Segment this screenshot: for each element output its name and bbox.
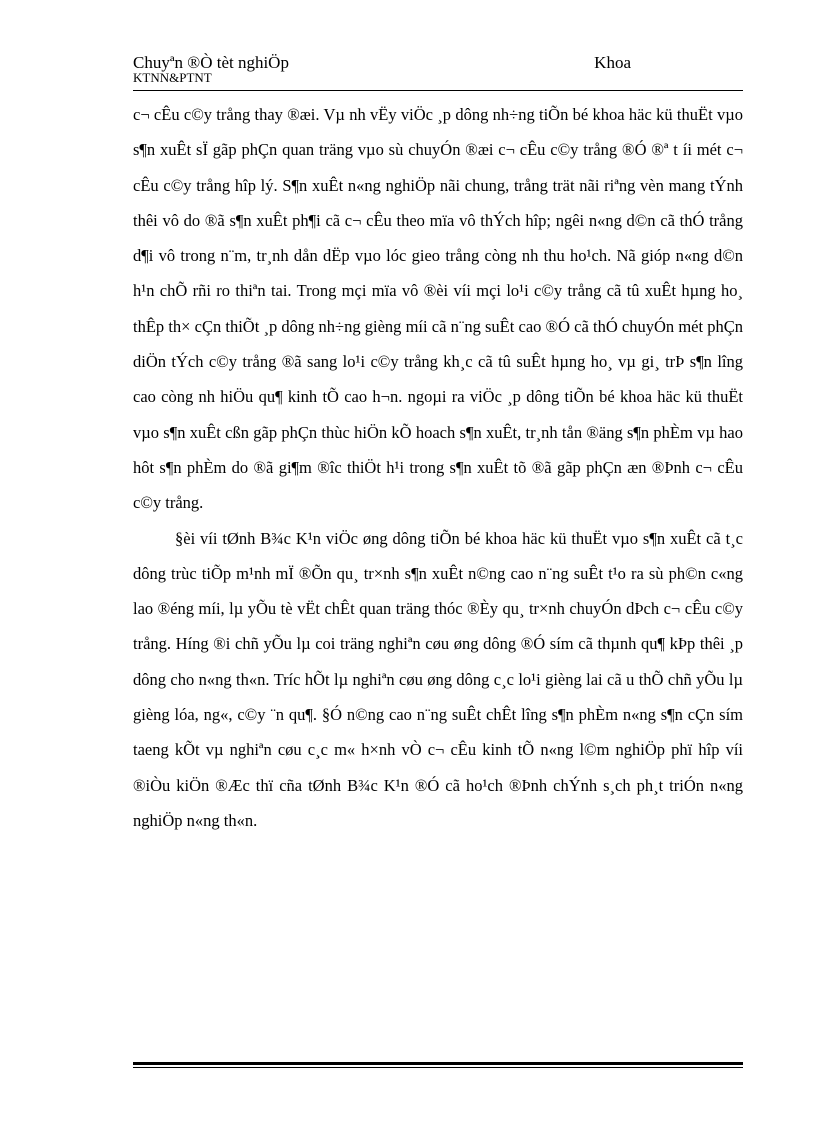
paragraph-1: c¬ cÊu c©y trång thay ®æi. Vµ nh vËy viÖc ¸p dông nh÷ng tiÕn bé khoa häc kü thuËt vµo s¶n xuÊt sÏ gãp phÇn quan träng vµo sù chuyÓn ®æi c¬ cÊu c©y trång ®Ó ®ª t íi mét c¬ cÊu c©y trång hîp lý. S¶n xuÊt n«ng nghiÖp nãi chung, trång trät nãi riªng vèn mang tÝnh thêi vô do ®ã s¶n xuÊt ph¶i cã c¬ cÊu theo mïa vô thÝch hîp; ngêi n«ng d©n cã thÓ trång d¶i vô trong n¨m, tr¸nh dån dËp vµo lóc gieo trång còng nh thu ho¹ch. Nã gióp n«ng d©n h¹n chÕ rñi ro thiªn tai. Trong mçi mïa vô ®èi víi mçi lo¹i c©y trång cã tû xuÊt hµng ho¸ thÊp th× cÇn thiÕt ¸p dông nh÷ng gièng míi cã n¨ng suÊt cao ®Ó cã thÓ chuyÓn mét phÇn diÖn tÝch c©y trång ®ã sang lo¹i c©y trång kh¸c cã tû suÊt hµng ho¸ vµ gi¸ trÞ s¶n lîng cao còng nh hiÖu qu¶ kinh tÕ cao h¬n. ngoµi ra viÖc ¸p dông tiÕn bé khoa häc kü thuËt vµo s¶n xuÊt cßn gãp phÇn thùc hiÖn kÕ hoach s¶n xuÊt, tr¸nh tån ®äng s¶n phÈm vµ hao hôt s¶n phÈm do ®ã gi¶m ®îc thiÖt h¹i trong s¶n xuÊt tõ ®ã gãp phÇn æn ®Þnh c¬ cÊu c©y trång. xyxy=(133,105,743,513)
body-text xyxy=(133,97,743,838)
paragraph-2: §èi víi tØnh B¾c K¹n viÖc øng dông tiÕn bé khoa häc kü thuËt vµo s¶n xuÊt cã t¸c dông trùc tiÕp m¹nh mÏ ®Õn qu¸ tr×nh s¶n xuÊt n©ng cao n¨ng suÊt t¹o ra sù ph©n c«ng lao ®éng míi, lµ yÕu tè vËt chÊt quan träng thóc ®Èy qu¸ tr×nh chuyÓn dÞch c¬ cÊu c©y trång. Híng ®i chñ yÕu lµ coi träng nghiªn cøu øng dông ®Ó sím cã thµnh qu¶ kÞp thêi ¸p dông cho n«ng th«n. Tríc hÕt lµ nghiªn cøu øng dông c¸c lo¹i gièng lai cã u thÕ chñ yÕu lµ gièng lóa, ng«, c©y ¨n qu¶. §Ó n©ng cao n¨ng suÊt chÊt lîng s¶n phÈm n«ng s¶n cÇn sím taeng kÕt vµ nghiªn cøu c¸c m« h×nh vÒ c¬ cÊu kinh tÕ n«ng l©m nghiÖp phï hîp víi ®iÒu kiÖn ®Æc thï cña tØnh B¾c K¹n ®Ó cã ho¹ch ®Þnh chÝnh s¸ch ph¸t triÓn n«ng nghiÖp n«ng th«n. xyxy=(133,528,743,830)
header-divider xyxy=(133,90,743,91)
footer-divider-thin xyxy=(133,1067,743,1068)
footer-divider xyxy=(133,1062,743,1068)
footer-divider-thick xyxy=(133,1062,743,1065)
page-header xyxy=(133,52,743,85)
header-faculty: Khoa xyxy=(594,53,631,72)
header-title: Chuyªn ®Ò tèt nghiÖp xyxy=(133,53,289,72)
header-faculty-sub: KTNN&PTNT xyxy=(133,70,212,85)
